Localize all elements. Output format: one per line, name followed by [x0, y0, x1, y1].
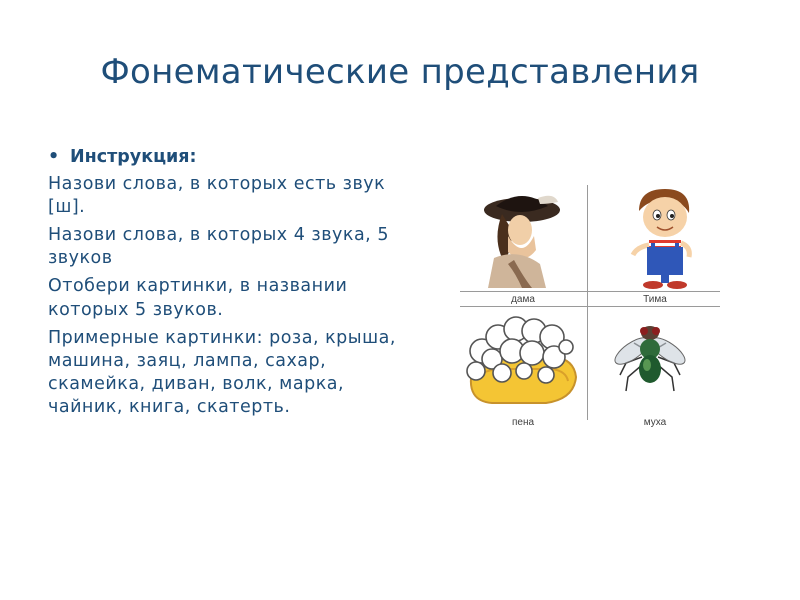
lady-picture — [478, 190, 566, 288]
boy-picture — [625, 185, 705, 289]
instruction-paragraph: Отобери картинки, в названии которых 5 звуков. — [48, 276, 348, 320]
caption-foam: пена — [511, 417, 535, 428]
instruction-heading: Инструкция: — [70, 147, 197, 167]
instruction-paragraph: Назови слова, в которых 4 звука, 5 звуков — [48, 225, 389, 269]
caption-boy: Тима — [643, 294, 667, 305]
instruction-paragraph: Назови слова, в которых есть звук [ш]. — [48, 174, 386, 218]
instruction-block — [48, 146, 408, 424]
slide-title: Фонематические представления — [100, 52, 700, 92]
grid-divider-bottom — [460, 306, 720, 307]
grid-divider-top — [460, 291, 720, 292]
instruction-paragraph: Примерные картинки: роза, крыша, машина, заяц, лампа, сахар, скамейка, диван, волк, марка, чайник, книга, скатерть. — [48, 327, 396, 417]
fly-picture — [610, 321, 690, 397]
picture-grid — [460, 185, 720, 430]
foam-picture — [462, 311, 584, 411]
instruction-heading-line — [48, 146, 408, 169]
bullet-icon: • — [48, 147, 60, 167]
caption-fly: муха — [643, 417, 667, 428]
grid-vertical-divider — [587, 185, 588, 420]
caption-lady: дама — [511, 294, 535, 305]
